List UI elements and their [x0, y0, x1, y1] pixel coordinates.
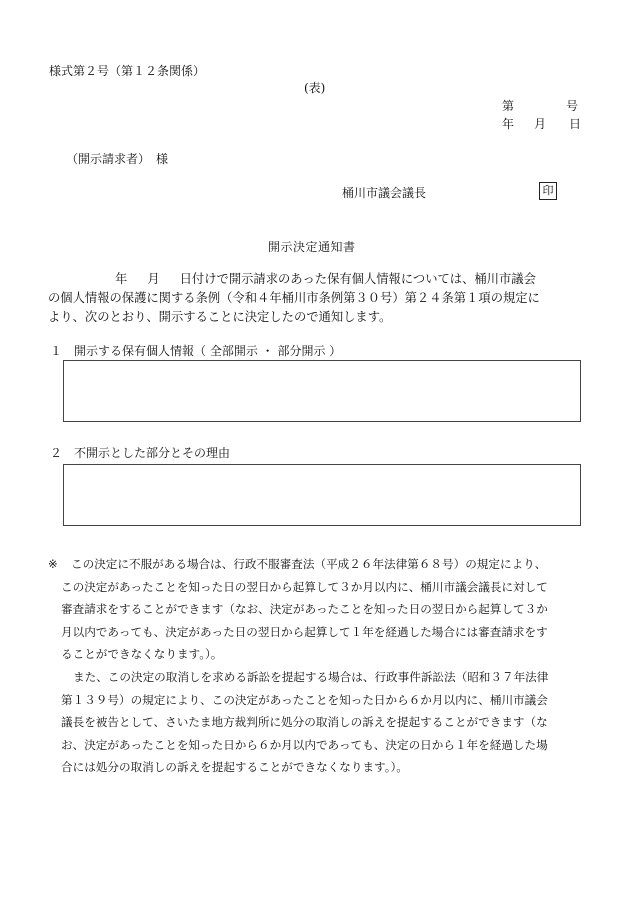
notice-line: 第１３９号）の規定により、この決定があったことを知った日から６か月以内に、桶川市議会: [61, 692, 548, 707]
body-year: 年: [115, 272, 128, 286]
page-title: 開示決定通知書: [268, 240, 356, 254]
notice-line: 月以内であっても、決定があった日の翌日から起算して１年を経過した場合には審査請求をす: [61, 624, 548, 639]
notice-line: 審査請求をすることができます（なお、決定があったことを知った日の翌日から起算して３か: [61, 602, 548, 617]
body-line-3: より、次のとおり、開示することに決定したので通知します。: [48, 310, 392, 324]
date-day-label: 日: [569, 117, 582, 131]
notice-line: お、決定があったことを知った日から６か月以内であっても、決定の日から１年を経過した場: [61, 737, 548, 752]
notice-line: 合には処分の取消しの訴えを提起することができなくなります。）。: [61, 760, 408, 775]
number-dai-label: 第: [502, 99, 515, 113]
body-line-1-text: 日付けで開示請求のあった保有個人情報については、桶川市議会: [179, 272, 536, 286]
date-month-label: 月: [534, 117, 547, 131]
body-line-1: [48, 270, 584, 289]
form-number: 様式第２号（第１２条関係）: [49, 64, 206, 78]
date-year-label: 年: [502, 117, 515, 131]
sender: 桶川市議会議長: [342, 186, 427, 200]
section-2-box: [63, 464, 581, 526]
body-paragraph: [48, 270, 584, 327]
notice-line: この決定があったことを知った日の翌日から起算して３か月以内に、桶川市議会議長に対して: [61, 579, 548, 594]
notice-line: また、この決定の取消しを求める訴訟を提起する場合は、行政事件訴訟法（昭和３７年法律: [73, 669, 549, 684]
notice-line: ることができなくなります。）。: [61, 647, 223, 662]
notice-line: [48, 553, 588, 576]
notice-text: この決定に不服がある場合は、行政不服審査法（平成２６年法律第６８号）の規定により、: [71, 557, 547, 571]
seal-mark: 印: [539, 182, 557, 200]
body-line-2: の個人情報の保護に関する条例（令和４年桶川市条例第３０号）第２４条第１項の規定に: [48, 291, 540, 305]
body-month: 月: [147, 272, 160, 286]
recipient: （開示請求者） 様: [66, 152, 169, 166]
section-2-heading: ２ 不開示とした部分とその理由: [50, 446, 231, 460]
section-1-box: [63, 360, 581, 422]
number-go-label: 号: [566, 99, 579, 113]
notice-line: 議長を被告として、さいたま地方裁判所に処分の取消しの訴えを提起することができます（な: [61, 715, 548, 730]
section-1-heading: １ 開示する保有個人情報（ 全部開示 ・ 部分開示 ）: [50, 344, 342, 358]
front-side-label: (表): [304, 81, 326, 95]
notice: [48, 553, 588, 779]
notice-mark: ※: [48, 557, 58, 571]
